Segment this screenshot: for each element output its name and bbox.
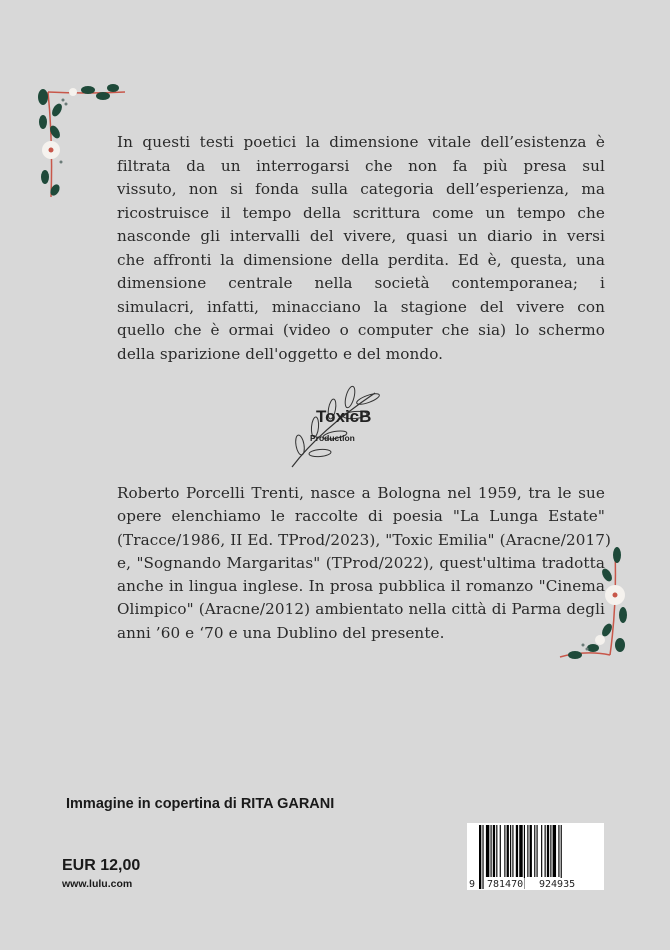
barcode-bar [534, 825, 535, 877]
website: www.lulu.com [62, 878, 133, 890]
price: EUR 12,00 [62, 857, 141, 874]
barcode-bar [537, 825, 538, 877]
barcode-bar [512, 825, 513, 877]
synopsis-line: che affronti la dimensione della perdita. Ed è, questa, una [117, 250, 605, 269]
barcode-bar [482, 825, 483, 889]
barcode-bar [558, 825, 559, 877]
barcode-bar [510, 825, 511, 877]
bio-line: Olimpico" (Aracne/2012) ambientato nella città di Parma degli [117, 600, 605, 619]
bio-line: anni ’60 e ‘70 e una Dublino del presente. [117, 623, 445, 642]
synopsis-line: dimensione centrale nella società contemporanea; i [117, 274, 605, 292]
barcode-digits: 9 [469, 879, 476, 890]
barcode-bar [547, 825, 549, 877]
synopsis-line: filtrata da un interrogarsi che non fa più presa sul [117, 156, 605, 175]
barcode-bar [541, 825, 542, 877]
barcode-bar [553, 825, 556, 877]
isbn-barcode [467, 823, 604, 890]
synopsis-paragraph [117, 131, 605, 366]
barcode-digits: 781470 [487, 879, 524, 890]
synopsis-line: della sparizione dell'oggetto e del mondo. [117, 344, 444, 363]
barcode-bar [500, 825, 501, 877]
cover-image-credit: Immagine in copertina di RITA GARANI [66, 796, 335, 812]
olive-branch-icon [280, 385, 390, 470]
publisher-logo [280, 385, 390, 470]
synopsis-line: simulacri, infatti, minacciano la stagione del vivere con [117, 297, 605, 316]
bio-line: anche in lingua inglese. In prosa pubblica il romanzo "Cinema [117, 577, 605, 596]
barcode-bar [550, 825, 551, 877]
barcode-bar [530, 825, 532, 877]
bio-line: (Tracce/1986, II Ed. TProd/2023), "Toxic Emilia" (Aracne/2017) [117, 530, 612, 549]
barcode-digits: 924935 [539, 879, 576, 890]
barcode-bar [479, 825, 481, 889]
synopsis-line: In questi testi poetici la dimensione vitale dell’esistenza è [117, 133, 605, 151]
barcode-bar [504, 825, 505, 877]
barcode-bar [496, 825, 497, 877]
barcode-bar [527, 825, 528, 877]
publisher-logo-subtitle: Production [310, 433, 355, 443]
synopsis-line: vissuto, non si fonda sulla categoria dell’esperienza, ma [117, 180, 605, 198]
bio-line: Roberto Porcelli Trenti, nasce a Bologna nel 1959, tra le sue [117, 484, 605, 502]
barcode-bar [493, 825, 495, 877]
bio-line: opere elenchiamo le raccolte di poesia "La Lunga Estate" [117, 507, 605, 526]
publisher-logo-name: ToxicB [316, 407, 372, 426]
barcode-bar [519, 825, 522, 877]
barcode-bar [491, 825, 492, 877]
synopsis-line: quello che è ormai (video o computer che sia) lo schermo [117, 321, 605, 339]
synopsis-line: nasconde gli intervalli del vivere, quasi un diario in versi [117, 227, 605, 245]
bio-line: e, "Sognando Margaritas" (TProd/2022), quest'ultima tradotta [117, 553, 605, 572]
barcode-bar [486, 825, 489, 877]
barcode-bar [516, 825, 518, 877]
barcode-bar [545, 825, 546, 877]
synopsis-line: ricostruisce il tempo della scrittura come un tempo che [117, 203, 605, 222]
barcode-bar [507, 825, 509, 877]
author-bio-paragraph [117, 482, 612, 645]
